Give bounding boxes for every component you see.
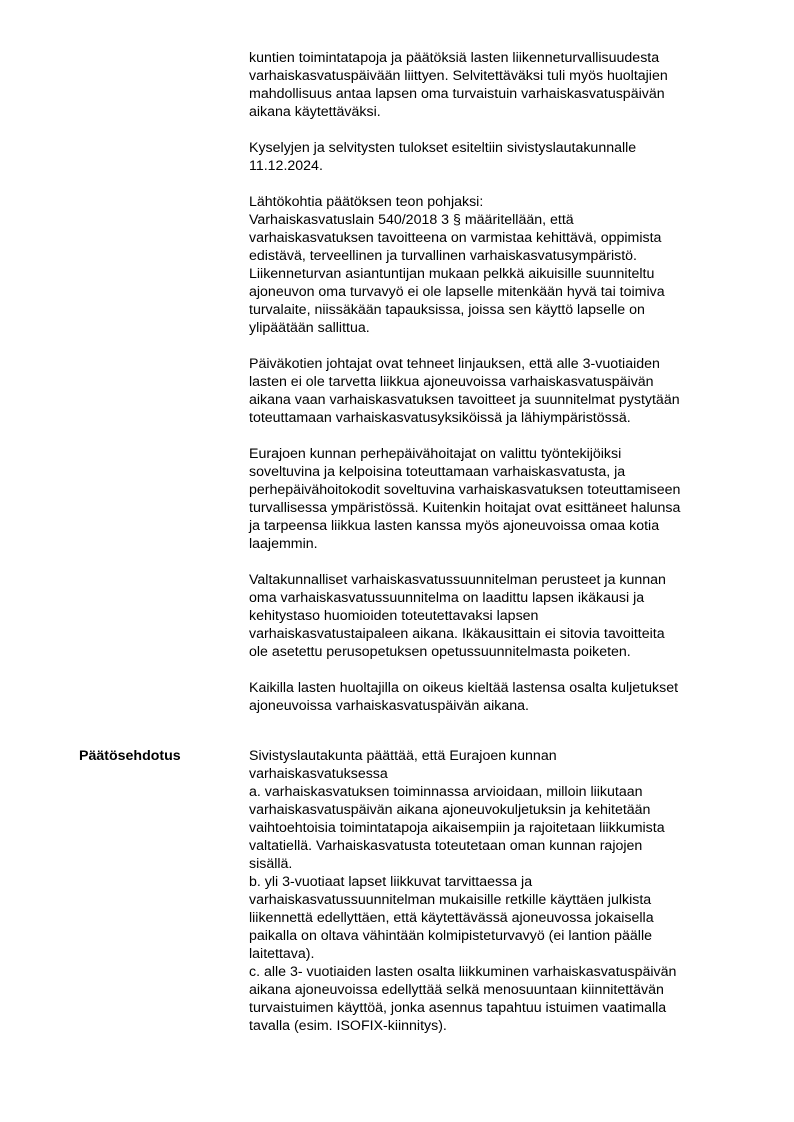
- proposal-line: paikalla on oltava vähintään kolmipisteturvavyö (ei lantion päälle: [249, 928, 653, 944]
- proposal-line: vaihtoehtoisia toimintatapoja aikaisempiin ja rajoitetaan liikkumista: [249, 820, 665, 836]
- proposal-line: varhaiskasvatuksessa: [249, 766, 388, 782]
- proposal-line: tavalla (esim. ISOFIX-kiinnitys).: [249, 1018, 447, 1034]
- paragraph-line: turvallisessa ympäristössä. Kuitenkin hoitajat ovat esittäneet halunsa: [249, 500, 681, 516]
- proposal-line: aikana ajoneuvoissa edellyttää selkä menosuuntaan kiinnitettävän: [249, 982, 664, 998]
- paragraph-line: ylipäätään sallittua.: [249, 320, 370, 336]
- paragraph-line: toteuttamaan varhaiskasvatusyksiköissä ja lähiympäristössä.: [249, 410, 631, 426]
- paragraph-line: laajemmin.: [249, 536, 318, 552]
- document-body: [249, 49, 749, 733]
- proposal-line: laitettava).: [249, 946, 315, 962]
- proposal-line: valtatiellä. Varhaiskasvatusta toteutetaan oman kunnan rajojen: [249, 838, 643, 854]
- paragraph-line: aikana vaan varhaiskasvatuksen tavoitteet ja suunnitelmat pystytään: [249, 392, 680, 408]
- paragraph-curriculum: [249, 571, 749, 661]
- proposal-line: sisällä.: [249, 856, 293, 872]
- paragraph-line: ja tarpeensa liikkua lasten kanssa myös ajoneuvoissa omaa kotia: [249, 518, 660, 534]
- paragraph-line: varhaiskasvatustaipaleen aikana. Ikäkausittain ei sitovia tavoitteita: [249, 626, 665, 642]
- paragraph-line: aikana käytettäväksi.: [249, 104, 381, 120]
- paragraph-line: Kaikilla lasten huoltajilla on oikeus kieltää lastensa osalta kuljetukset: [249, 680, 679, 696]
- paragraph-line: Valtakunnalliset varhaiskasvatussuunnitelman perusteet ja kunnan: [249, 572, 666, 588]
- proposal-line: turvaistuimen käyttöä, jonka asennus tapahtuu istuimen vaatimalla: [249, 1000, 667, 1016]
- paragraph-daycare-directors: [249, 355, 749, 427]
- proposal-line: c. alle 3- vuotiaiden lasten osalta liikkuminen varhaiskasvatuspäivän: [249, 964, 677, 980]
- paragraph-line: varhaiskasvatuksen tavoitteena on varmistaa kehittävä, oppimista: [249, 230, 662, 246]
- proposal-line: varhaiskasvatussuunnitelman mukaisille retkille käyttäen julkista: [249, 892, 652, 908]
- paragraph-line: soveltuvina ja kelpoisina toteuttamaan varhaiskasvatusta, ja: [249, 464, 626, 480]
- paragraph-line: Kyselyjen ja selvitysten tulokset esiteltiin sivistyslautakunnalle: [249, 140, 637, 156]
- paragraph-decision-basis: [249, 193, 749, 337]
- paragraph-intro-continuation: [249, 49, 749, 121]
- proposal-line: Sivistyslautakunta päättää, että Eurajoen kunnan: [249, 748, 557, 764]
- proposal-line: b. yli 3-vuotiaat lapset liikkuvat tarvittaessa ja: [249, 874, 533, 890]
- paragraph-family-daycare: [249, 445, 749, 553]
- paragraph-line: Eurajoen kunnan perhepäivähoitajat on valittu työntekijöiksi: [249, 446, 622, 462]
- paragraph-line: 11.12.2024.: [249, 158, 323, 174]
- paragraph-line: Päiväkotien johtajat ovat tehneet linjauksen, että alle 3-vuotiaiden: [249, 356, 660, 372]
- paragraph-line: ole asetettu perusopetuksen opetussuunnitelmasta poiketen.: [249, 644, 631, 660]
- proposal-heading: Päätösehdotus: [79, 748, 181, 764]
- proposal-text: [249, 747, 749, 1035]
- proposal-line: a. varhaiskasvatuksen toiminnassa arvioidaan, milloin liikutaan: [249, 784, 643, 800]
- paragraph-line: kuntien toimintatapoja ja päätöksiä lasten liikenneturvallisuudesta: [249, 50, 660, 66]
- paragraph-line: Lähtökohtia päätöksen teon pohjaksi:: [249, 194, 484, 210]
- paragraph-line: Liikenneturvan asiantuntijan mukaan pelkkä aikuisille suunniteltu: [249, 266, 655, 282]
- paragraph-line: lasten ei ole tarvetta liikkua ajoneuvoissa varhaiskasvatuspäivän: [249, 374, 654, 390]
- paragraph-guardian-rights: [249, 679, 749, 715]
- paragraph-line: ajoneuvoissa varhaiskasvatuspäivän aikana.: [249, 698, 529, 714]
- paragraph-line: turvalaite, niissäkään tapauksissa, joissa sen käyttö lapselle on: [249, 302, 645, 318]
- paragraph-line: perhepäivähoitokodit soveltuvina varhaiskasvatuksen toteuttamiseen: [249, 482, 681, 498]
- paragraph-line: edistävä, terveellinen ja turvallinen varhaiskasvatusympäristö.: [249, 248, 637, 264]
- paragraph-line: varhaiskasvatuspäivään liittyen. Selvitettäväksi tuli myös huoltajien: [249, 68, 668, 84]
- paragraph-line: mahdollisuus antaa lapsen oma turvaistuin varhaiskasvatuspäivän: [249, 86, 665, 102]
- paragraph-line: Varhaiskasvatuslain 540/2018 3 § määritellään, että: [249, 212, 574, 228]
- paragraph-survey-results: [249, 139, 749, 175]
- paragraph-line: oma varhaiskasvatussuunnitelma on laadittu lapsen ikäkausi ja: [249, 590, 645, 606]
- paragraph-line: ajoneuvon oma turvavyö ei ole lapselle mitenkään hyvä tai toimiva: [249, 284, 665, 300]
- proposal-line: liikennettä edellyttäen, että käytettävässä ajoneuvossa jokaisella: [249, 910, 654, 926]
- paragraph-line: kehitystaso huomioiden toteutettavaksi lapsen: [249, 608, 539, 624]
- proposal-line: varhaiskasvatuspäivän aikana ajoneuvokuljetuksin ja kehitetään: [249, 802, 651, 818]
